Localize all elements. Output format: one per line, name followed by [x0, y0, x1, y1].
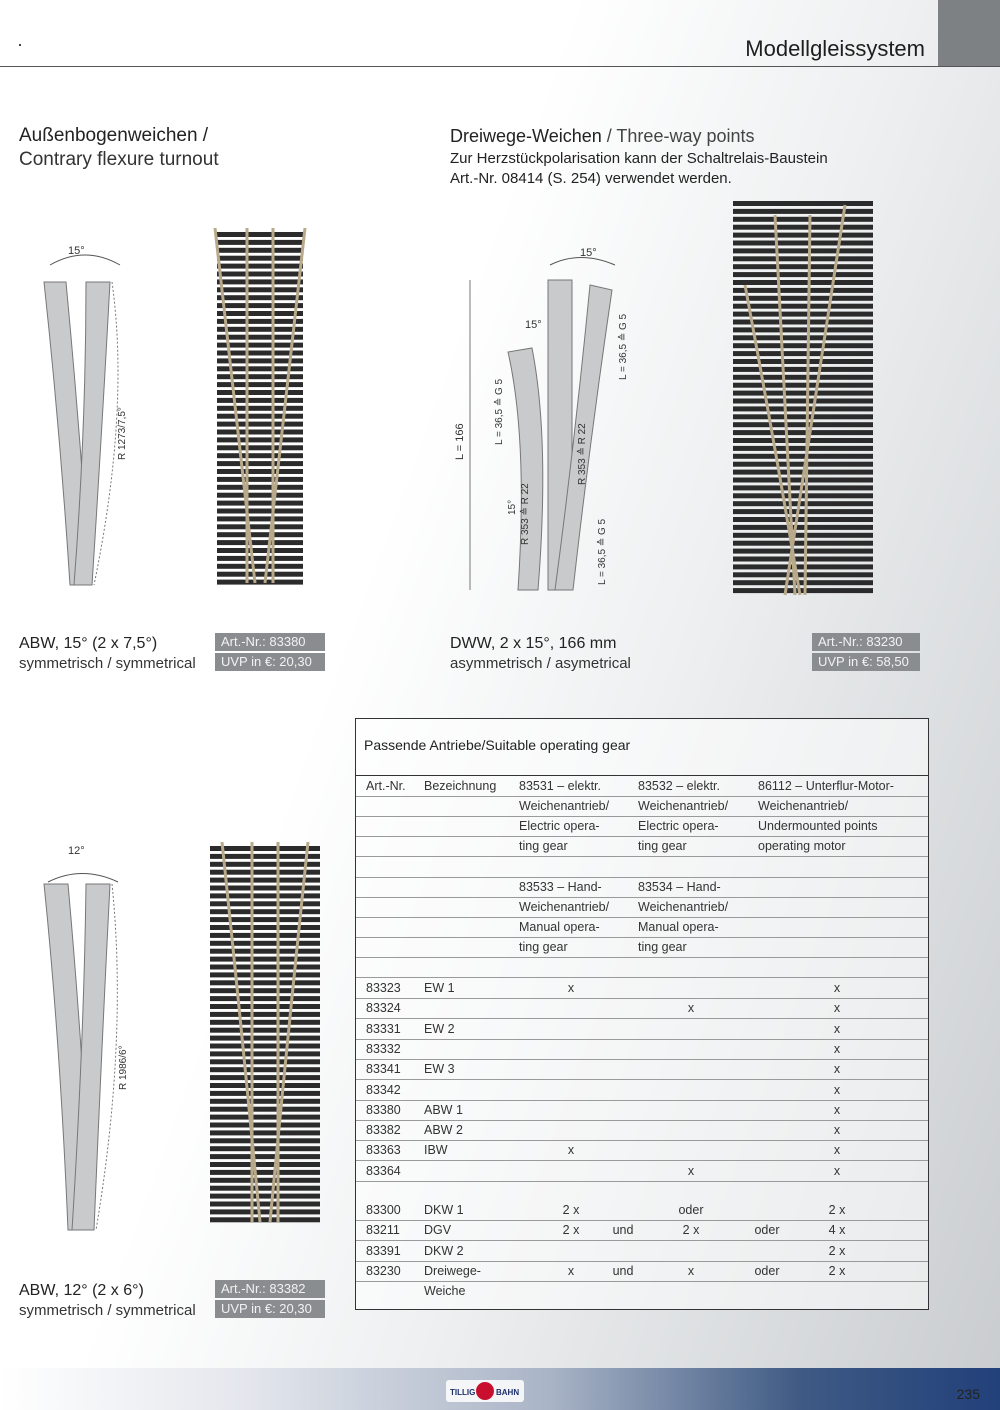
track-sleeper: [210, 1217, 320, 1222]
table-cell-c1: x: [567, 1263, 575, 1278]
track-sleeper: [217, 279, 303, 284]
track-sleeper: [217, 272, 303, 277]
table-cell-c3: x: [833, 1041, 841, 1056]
art-nr-badge: Art.-Nr.: 83230: [812, 633, 920, 651]
track-sleeper: [217, 319, 303, 324]
section-desc-line2: Art.-Nr. 08414 (S. 254) verwendet werden.: [450, 170, 732, 187]
table-cell-c3: x: [833, 1102, 841, 1117]
table-rule: [356, 1059, 928, 1060]
col-header-c1-l4: ting gear: [519, 839, 568, 853]
track-sleeper: [210, 854, 320, 859]
track-sleeper: [210, 917, 320, 922]
price-badge: UVP in €: 20,30: [215, 653, 325, 671]
tillig-bahn-logo: [446, 1380, 524, 1402]
l-right-bottom-label: L = 36,5 ≙ G 5: [597, 518, 608, 585]
table-rule: [356, 1281, 928, 1282]
track-sleeper: [733, 343, 873, 348]
table-cell-bez: IBW: [424, 1143, 448, 1158]
track-sleeper: [733, 383, 873, 388]
col-header-c2-l1: 83532 – elektr.: [638, 779, 721, 793]
track-sleeper: [210, 1067, 320, 1072]
track-sleeper: [210, 1036, 320, 1041]
track-sleeper: [210, 1194, 320, 1199]
col-header-c2-l3: Electric opera-: [638, 819, 719, 833]
table-rule: [356, 998, 928, 999]
track-sleeper: [217, 485, 303, 490]
operating-gear-table: [355, 718, 929, 1310]
table-cell-c2: oder: [678, 1203, 704, 1217]
table-cell-c3: x: [833, 1062, 841, 1077]
track-sleeper: [217, 311, 303, 316]
track-sleeper: [210, 949, 320, 954]
track-sleeper: [217, 287, 303, 292]
table-cell-bez: EW 3: [424, 1062, 455, 1077]
table-cell-c3: x: [833, 1082, 841, 1097]
table-rule: [356, 1240, 928, 1241]
track-sleeper: [210, 925, 320, 930]
track-sleeper: [210, 1186, 320, 1191]
col-header-c1b-l4: ting gear: [519, 940, 568, 954]
track-sleeper: [733, 572, 873, 577]
table-cell-joiner: und: [612, 1263, 634, 1278]
track-sleeper: [210, 846, 320, 851]
track-sleeper: [733, 280, 873, 285]
track-sleeper: [733, 588, 873, 593]
track-sleeper: [217, 335, 303, 340]
track-sleeper: [733, 217, 873, 222]
angle-label: 15°: [68, 245, 85, 257]
radius-label: R 1986/6°: [118, 1045, 129, 1090]
table-rule: [356, 977, 928, 978]
track-sleeper: [217, 445, 303, 450]
table-cell-c1: 2 x: [562, 1203, 580, 1217]
track-sleeper: [217, 453, 303, 458]
turnout-photo-abw15: [195, 228, 325, 593]
table-cell-c3: x: [833, 1163, 841, 1178]
track-sleeper: [733, 549, 873, 554]
track-sleeper: [217, 524, 303, 529]
track-sleeper: [733, 399, 873, 404]
track-sleeper: [210, 1146, 320, 1151]
length-label: L = 166: [454, 423, 466, 460]
track-sleeper: [210, 901, 320, 906]
track-sleeper: [210, 996, 320, 1001]
table-rule: [356, 1220, 928, 1221]
track-sleeper: [217, 303, 303, 308]
track-sleeper: [210, 1004, 320, 1009]
track-sleeper: [733, 501, 873, 506]
r-right-label: R 353 ≙ R 22: [577, 423, 588, 485]
table-cell-c3: x: [833, 1143, 841, 1158]
table-cell-c3: x: [833, 1001, 841, 1016]
track-sleeper: [733, 462, 873, 467]
track-sleeper: [210, 862, 320, 867]
table-rule: [356, 1120, 928, 1121]
table-rule: [356, 1181, 928, 1182]
table-rule: [356, 1018, 928, 1019]
track-sleeper: [210, 1154, 320, 1159]
track-sleeper: [217, 572, 303, 577]
table-cell-artnr: 83332: [366, 1041, 401, 1056]
col-header-c2-l4: ting gear: [638, 839, 687, 853]
track-sleeper: [210, 1083, 320, 1088]
table-cell-c3: x: [833, 1021, 841, 1036]
table-cell-joiner: oder: [754, 1223, 780, 1238]
col-header-c2b-l4: ting gear: [638, 940, 687, 954]
table-cell-bez: EW 2: [424, 1021, 455, 1036]
track-sleeper: [217, 580, 303, 585]
table-cell-c3: x: [833, 1123, 841, 1138]
l-left-label: L = 36,5 ≙ G 5: [494, 378, 505, 445]
table-cell-bez: DGV: [424, 1223, 452, 1238]
table-cell-artnr: 83331: [366, 1021, 401, 1036]
table-cell-c3: 2 x: [828, 1243, 846, 1258]
table-cell-bez: Dreiwege-: [424, 1263, 481, 1278]
track-sleeper: [217, 469, 303, 474]
section-title-right: Dreiwege-Weichen / Three-way points: [450, 126, 755, 146]
track-sleeper: [733, 414, 873, 419]
track-sleeper: [217, 430, 303, 435]
track-sleeper: [217, 390, 303, 395]
track-sleeper: [733, 351, 873, 356]
product-sub-abw12: symmetrisch / symmetrical: [19, 1302, 196, 1319]
track-sleeper: [210, 972, 320, 977]
track-sleeper: [733, 233, 873, 238]
col-header-c1-l2: Weichenantrieb/: [519, 799, 610, 813]
l-right-top-label: L = 36,5 ≙ G 5: [618, 313, 629, 380]
table-cell-artnr: 83324: [366, 1001, 401, 1016]
track-sleeper: [733, 533, 873, 538]
logo-text: TILLIG: [450, 1388, 476, 1397]
track-sleeper: [733, 241, 873, 246]
track-sleeper: [210, 1028, 320, 1033]
table-cell-c3: 4 x: [828, 1223, 846, 1238]
col-header-c2b-l3: Manual opera-: [638, 920, 719, 934]
track-sleeper: [210, 1115, 320, 1120]
track-sleeper: [217, 295, 303, 300]
table-cell-artnr: 83341: [366, 1062, 401, 1077]
table-cell-artnr: 83211: [366, 1223, 400, 1238]
table-cell-artnr: 83391: [366, 1243, 401, 1258]
angle-mid-label: 15°: [525, 319, 542, 331]
table-rule: [356, 877, 928, 878]
price-badge: UVP in €: 58,50: [812, 653, 920, 671]
track-sleeper: [733, 359, 873, 364]
track-sleeper: [733, 564, 873, 569]
track-sleeper: [733, 493, 873, 498]
table-rule: [356, 1140, 928, 1141]
track-sleeper: [733, 454, 873, 459]
track-sleeper: [217, 509, 303, 514]
track-sleeper: [733, 367, 873, 372]
track-sleeper: [210, 988, 320, 993]
header-dot: [19, 44, 21, 46]
table-rule: [356, 1079, 928, 1080]
col-header-c3-l4: operating motor: [758, 839, 846, 853]
track-sleeper: [210, 941, 320, 946]
table-cell-bez: ABW 2: [424, 1123, 463, 1138]
art-nr-badge: Art.-Nr.: 83380: [215, 633, 325, 651]
table-cell-c2: x: [687, 1263, 695, 1278]
track-sleeper: [217, 501, 303, 506]
table-cell-artnr: 83300: [366, 1203, 401, 1217]
track-sleeper: [733, 422, 873, 427]
col-header-c2-l2: Weichenantrieb/: [638, 799, 729, 813]
track-sleeper: [210, 1178, 320, 1183]
col-header-c3-l1: 86112 – Unterflur-Motor-: [758, 779, 894, 793]
table-cell-artnr: 83363: [366, 1143, 401, 1158]
product-sub-dww: asymmetrisch / asymetrical: [450, 655, 631, 672]
turnout-photo-abw12: [200, 842, 330, 1232]
table-rule: [356, 1039, 928, 1040]
table-rule: [356, 796, 928, 797]
track-sleeper: [217, 327, 303, 332]
svg-text:BAHN: BAHN: [496, 1388, 520, 1397]
track-sleeper: [733, 312, 873, 317]
track-sleeper: [733, 288, 873, 293]
track-sleeper: [217, 374, 303, 379]
page-header-title: Modellgleissystem: [745, 36, 925, 61]
track-sleeper: [217, 398, 303, 403]
track-sleeper: [733, 256, 873, 261]
track-sleeper: [217, 532, 303, 537]
col-header-bez: Bezeichnung: [424, 779, 497, 793]
track-sleeper: [217, 256, 303, 261]
r-left-label: R 353 ≙ R 22: [520, 483, 531, 545]
track-sleeper: [733, 225, 873, 230]
track-sleeper: [210, 1020, 320, 1025]
track-sleeper: [210, 980, 320, 985]
table-rule: [356, 816, 928, 817]
table-cell-c1: 2 x: [562, 1223, 580, 1238]
track-sleeper: [210, 1107, 320, 1112]
table-rule: [356, 836, 928, 837]
track-sleeper: [217, 556, 303, 561]
table-cell-artnr: 83380: [366, 1102, 401, 1117]
track-sleeper: [210, 1209, 320, 1214]
table-cell-artnr: 83364: [366, 1163, 401, 1178]
track-sleeper: [733, 430, 873, 435]
track-sleeper: [217, 516, 303, 521]
col-header-c1b-l3: Manual opera-: [519, 920, 600, 934]
radius-label: R 1273/7,5°: [117, 407, 128, 460]
track-sleeper: [210, 1059, 320, 1064]
track-sleeper: [733, 320, 873, 325]
track-sleeper: [217, 240, 303, 245]
table-cell-c2: x: [687, 1001, 695, 1016]
table-cell-bez: DKW 2: [424, 1243, 464, 1258]
track-sleeper: [210, 1202, 320, 1207]
track-sleeper: [210, 1099, 320, 1104]
track-sleeper: [217, 264, 303, 269]
track-sleeper: [733, 248, 873, 253]
table-cell-joiner: oder: [754, 1263, 780, 1278]
section-subtitle-left: Contrary flexure turnout: [19, 149, 219, 170]
header-rule: [0, 66, 1000, 67]
col-header-c2b-l2: Weichenantrieb/: [638, 900, 729, 914]
track-sleeper: [210, 1130, 320, 1135]
track-sleeper: [733, 304, 873, 309]
track-sleeper: [217, 548, 303, 553]
section-desc-line1: Zur Herzstückpolarisation kann der Schaltrelais-Baustein: [450, 150, 828, 167]
table-cell-c3: 2 x: [828, 1203, 846, 1217]
track-sleeper: [733, 517, 873, 522]
track-sleeper: [733, 201, 873, 206]
track-sleeper: [217, 406, 303, 411]
product-name-abw12: ABW, 12° (2 x 6°): [19, 1282, 144, 1299]
track-sleeper: [733, 525, 873, 530]
three-way-photo: [715, 195, 885, 605]
turnout-diagram-abw15: [30, 230, 170, 590]
track-sleeper: [217, 461, 303, 466]
track-sleeper: [210, 1138, 320, 1143]
col-header-c1b-l1: 83533 – Hand-: [519, 880, 602, 894]
track-sleeper: [217, 422, 303, 427]
col-header-c1-l3: Electric opera-: [519, 819, 600, 833]
table-cell-bez: Weiche: [424, 1283, 466, 1298]
angle-top-label: 15°: [580, 247, 597, 259]
track-sleeper: [733, 391, 873, 396]
track-sleeper: [210, 965, 320, 970]
table-rule: [356, 917, 928, 918]
track-sleeper: [217, 414, 303, 419]
table-cell-c3: x: [833, 981, 841, 995]
table-cell-c1: x: [567, 981, 575, 995]
track-sleeper: [217, 382, 303, 387]
angle-low-label: 15°: [507, 499, 518, 515]
product-name-dww: DWW, 2 x 15°, 166 mm: [450, 635, 617, 652]
table-rule: [356, 1100, 928, 1101]
track-sleeper: [210, 909, 320, 914]
track-sleeper: [210, 1044, 320, 1049]
table-title-rule: [356, 775, 928, 776]
track-sleeper: [733, 541, 873, 546]
table-cell-c1: x: [567, 1143, 575, 1158]
track-sleeper: [217, 477, 303, 482]
product-name-abw15: ABW, 15° (2 x 7,5°): [19, 635, 158, 652]
col-header-c2b-l1: 83534 – Hand-: [638, 880, 721, 894]
col-header-c1b-l2: Weichenantrieb/: [519, 900, 610, 914]
table-cell-bez: ABW 1: [424, 1102, 463, 1117]
track-sleeper: [733, 446, 873, 451]
table-cell-c2: 2 x: [682, 1223, 700, 1238]
header-accent-block: [938, 0, 1000, 66]
track-sleeper: [733, 580, 873, 585]
angle-label: 12°: [68, 845, 85, 857]
table-rule: [356, 957, 928, 958]
track-sleeper: [210, 957, 320, 962]
table-cell-artnr: 83342: [366, 1082, 401, 1097]
track-sleeper: [217, 437, 303, 442]
track-sleeper: [217, 232, 303, 237]
track-sleeper: [733, 264, 873, 269]
table-title: Passende Antriebe/Suitable operating gear: [364, 737, 631, 753]
section-title-left: Außenbogenweichen /: [19, 125, 209, 146]
track-sleeper: [217, 564, 303, 569]
price-badge: UVP in €: 20,30: [215, 1300, 325, 1318]
table-cell-bez: EW 1: [424, 981, 455, 995]
track-sleeper: [733, 375, 873, 380]
col-header-c3-l2: Weichenantrieb/: [758, 799, 849, 813]
track-sleeper: [210, 1075, 320, 1080]
track-sleeper: [210, 1051, 320, 1056]
table-rule: [356, 897, 928, 898]
col-header-artnr: Art.-Nr.: [366, 779, 406, 793]
turnout-diagram-abw12: [30, 840, 170, 1240]
track-sleeper: [733, 209, 873, 214]
track-sleeper: [733, 438, 873, 443]
page-number: 235: [956, 1386, 980, 1402]
table-cell-c2: x: [687, 1163, 695, 1178]
track-sleeper: [210, 1123, 320, 1128]
track-sleeper: [210, 1162, 320, 1167]
art-nr-badge: Art.-Nr.: 83382: [215, 1280, 325, 1298]
track-sleeper: [733, 557, 873, 562]
table-cell-joiner: und: [612, 1223, 634, 1238]
table-rule: [356, 1160, 928, 1161]
table-rule: [356, 856, 928, 857]
col-header-c1-l1: 83531 – elektr.: [519, 779, 602, 793]
track-sleeper: [210, 1170, 320, 1175]
table-cell-bez: DKW 1: [424, 1203, 464, 1217]
col-header-c3-l3: Undermounted points: [758, 819, 878, 833]
track-sleeper: [733, 509, 873, 514]
track-sleeper: [733, 272, 873, 277]
table-rule: [356, 1261, 928, 1262]
table-rule: [356, 937, 928, 938]
track-sleeper: [210, 1091, 320, 1096]
track-sleeper: [210, 1012, 320, 1017]
track-sleeper: [733, 296, 873, 301]
table-cell-artnr: 83382: [366, 1123, 401, 1138]
track-sleeper: [217, 540, 303, 545]
table-cell-artnr: 83230: [366, 1263, 401, 1278]
track-sleeper: [210, 933, 320, 938]
track-sleeper: [217, 248, 303, 253]
product-sub-abw15: symmetrisch / symmetrical: [19, 655, 196, 672]
track-sleeper: [217, 493, 303, 498]
table-cell-c3: 2 x: [828, 1263, 846, 1278]
table-cell-artnr: 83323: [366, 981, 401, 995]
track-sleeper: [733, 406, 873, 411]
three-way-diagram: [440, 240, 670, 600]
